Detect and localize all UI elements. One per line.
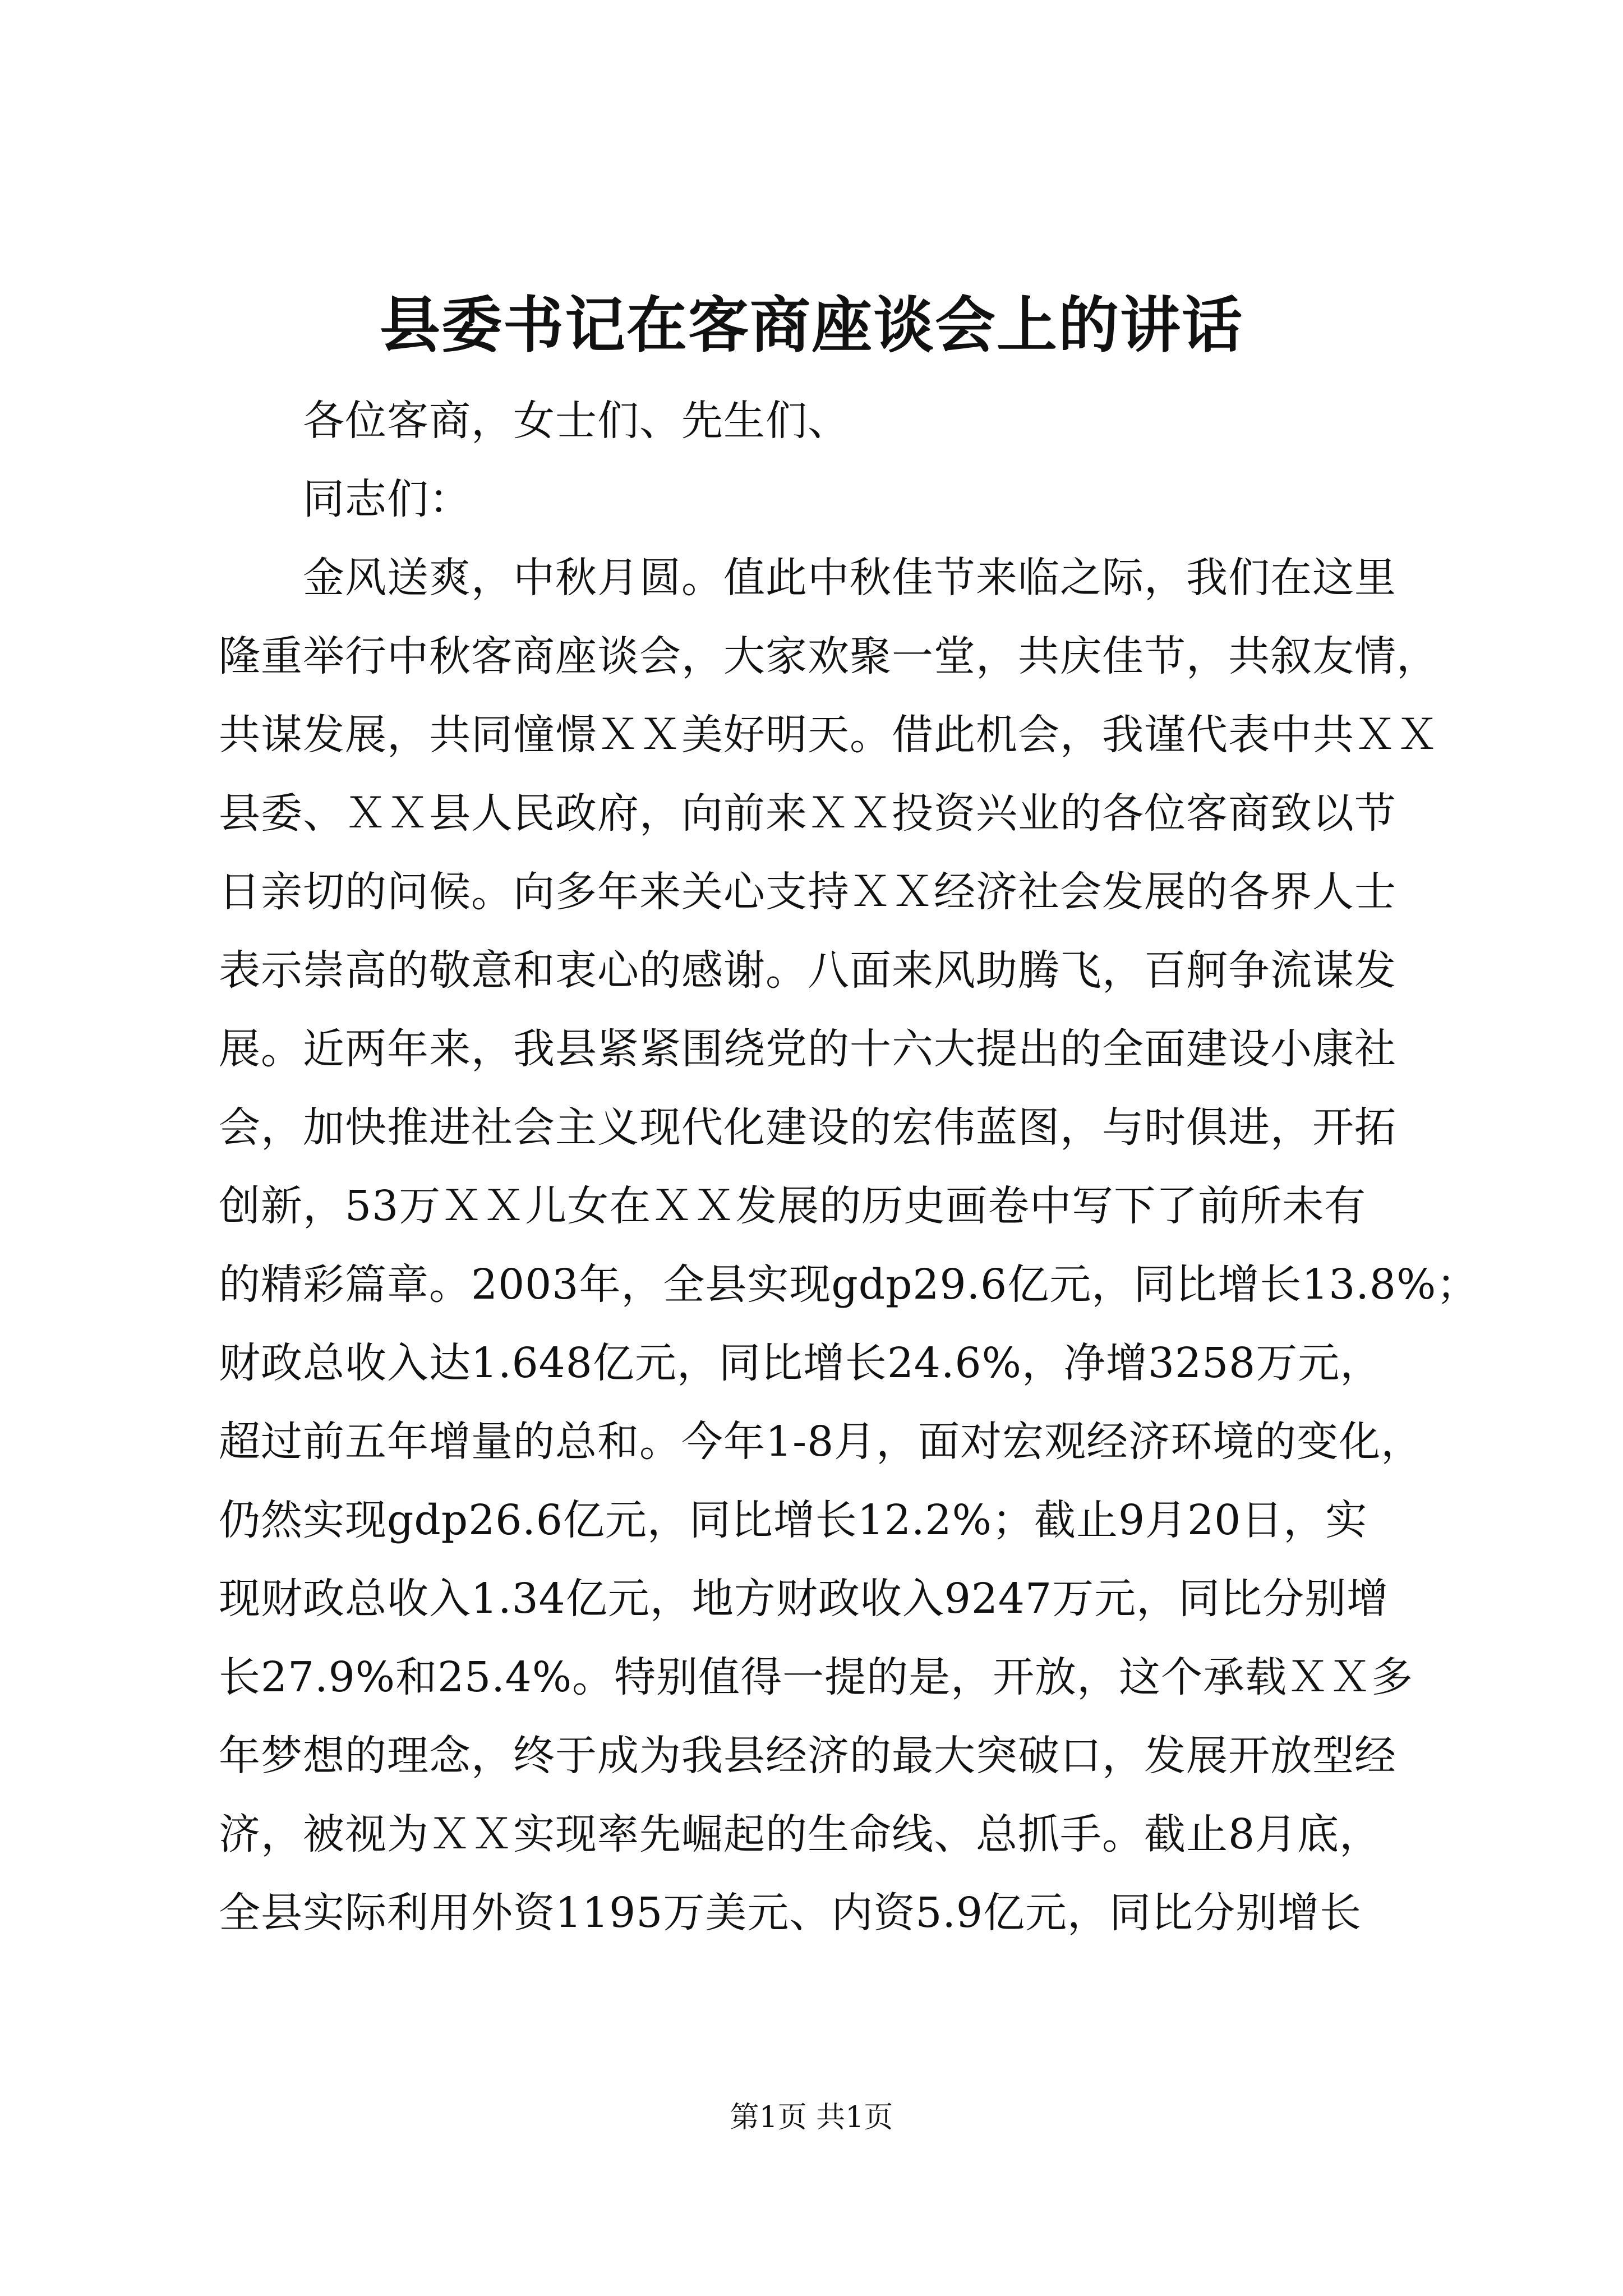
body-text-line: 日亲切的问候。向多年来关心支持ＸＸ经济社会发展的各界人士 xyxy=(219,868,1396,916)
body-text-line: 县委、ＸＸ县人民政府，向前来ＸＸ投资兴业的各位客商致以节 xyxy=(219,789,1396,838)
body-text-line: 共谋发展，共同憧憬ＸＸ美好明天。借此机会，我谨代表中共ＸＸ xyxy=(219,711,1438,759)
body-text-line: 超过前五年增量的总和。今年1-8月，面对宏观经济环境的变化， xyxy=(219,1418,1423,1466)
body-text-line: 财政总收入达1.648亿元，同比增长24.6%，净增3258万元， xyxy=(219,1339,1382,1387)
body-text-line: 年梦想的理念，终于成为我县经济的最大突破口，发展开放型经 xyxy=(219,1732,1396,1780)
body-text-line: 表示崇高的敬意和衷心的感谢。八面来风助腾飞，百舸争流谋发 xyxy=(219,946,1396,995)
page-footer: 第1页 共1页 xyxy=(730,2101,893,2134)
greeting-line: 同志们： xyxy=(303,475,471,523)
body-text-line: 会，加快推进社会主义现代化建设的宏伟蓝图，与时俱进，开拓 xyxy=(219,1103,1396,1152)
document-title: 县委书记在客商座谈会上的讲话 xyxy=(379,290,1243,361)
body-text-line: 隆重举行中秋客商座谈会，大家欢聚一堂，共庆佳节，共叙友情， xyxy=(219,632,1438,680)
body-text-line: 金风送爽，中秋月圆。值此中秋佳节来临之际，我们在这里 xyxy=(303,554,1396,602)
body-text-line: 创新，53万ＸＸ儿女在ＸＸ发展的历史画卷中写下了前所未有 xyxy=(219,1182,1367,1230)
body-text-line: 仍然实现gdp26.6亿元，同比增长12.2%；截止9月20日，实 xyxy=(219,1496,1368,1544)
body-text-line: 的精彩篇章。2003年，全县实现gdp29.6亿元，同比增长13.8%； xyxy=(219,1260,1479,1309)
body-text-line: 长27.9%和25.4%。特别值得一提的是，开放，这个承载ＸＸ多 xyxy=(219,1653,1414,1701)
greeting-line: 各位客商，女士们、先生们、 xyxy=(303,397,850,445)
body-text-line: 现财政总收入1.34亿元，地方财政收入9247万元，同比分别增 xyxy=(219,1575,1389,1623)
body-text-line: 展。近两年来，我县紧紧围绕党的十六大提出的全面建设小康社 xyxy=(219,1025,1396,1073)
body-text-line: 全县实际利用外资1195万美元、内资5.9亿元，同比分别增长 xyxy=(219,1889,1362,1937)
body-text-line: 济，被视为ＸＸ实现率先崛起的生命线、总抓手。截止8月底， xyxy=(219,1810,1382,1858)
